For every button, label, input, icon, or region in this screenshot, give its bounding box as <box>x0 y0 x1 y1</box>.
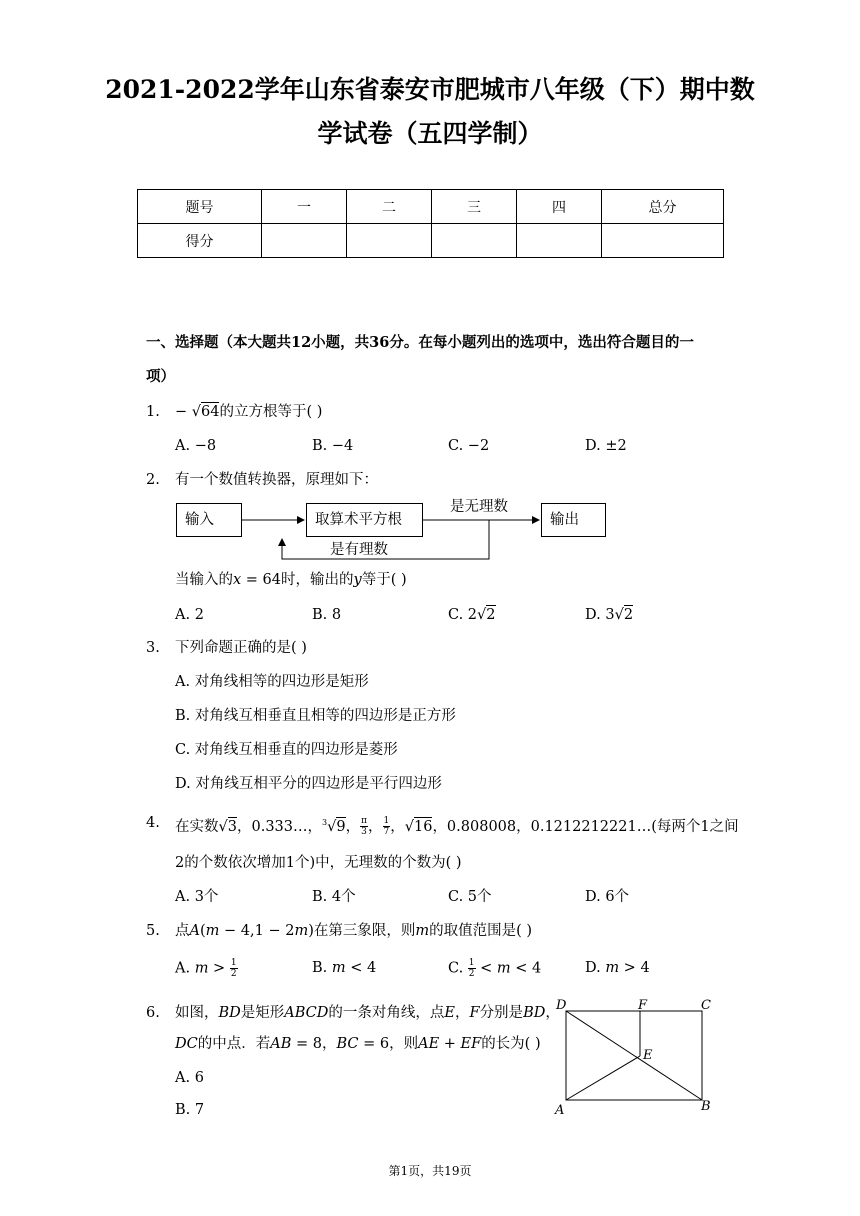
var-y: y <box>353 572 362 588</box>
fraction <box>360 816 368 837</box>
question-6-stem-cont <box>175 1034 541 1054</box>
stem-text: 在实数 <box>175 818 219 835</box>
section-heading: 一、选择题（本大题共12小题，共36分。在每小题列出的选项中，选出符合题目的一 <box>146 334 694 351</box>
segment-label: BD <box>523 1005 546 1021</box>
option-b[interactable] <box>312 958 376 978</box>
diagonal-bd <box>566 1011 702 1100</box>
var-x: x <box>233 572 242 588</box>
point-label: E <box>444 1005 455 1021</box>
score-header-cell: 三 <box>432 190 517 224</box>
option-c[interactable]: C. 2√2 <box>448 607 496 623</box>
label-b: B <box>701 1099 711 1114</box>
stem-text: 分别是 <box>479 1005 524 1021</box>
segment-label: DC <box>175 1036 198 1052</box>
flow-arrows <box>0 0 860 600</box>
denominator: 2 <box>230 969 237 979</box>
var-m: m <box>605 960 620 976</box>
label-d: D <box>556 998 567 1013</box>
radicand: 2 <box>486 607 496 623</box>
stem-text: )在第三象限，则 <box>308 923 416 939</box>
stem-text: 如图， <box>175 1005 219 1021</box>
radicand: 16 <box>413 818 433 835</box>
option-b[interactable]: B. −4 <box>312 438 354 454</box>
question-2-ask <box>175 570 407 590</box>
option-d[interactable] <box>585 958 650 978</box>
score-header-cell: 总分 <box>602 190 724 224</box>
option-d[interactable]: D. 3√2 <box>585 607 634 623</box>
root-index: 3 <box>322 818 328 827</box>
flow-label-rational: 是有理数 <box>330 542 388 558</box>
score-header-cell: 题号 <box>138 190 262 224</box>
option-text: A. <box>175 960 195 977</box>
minus-sign: − <box>175 404 188 420</box>
option-c[interactable] <box>448 958 541 979</box>
stem-text: ， <box>345 818 361 835</box>
radicand: 2 <box>623 607 634 623</box>
question-number: 3. <box>146 640 160 656</box>
label-f: F <box>638 998 648 1013</box>
stem-text: − 4,1 − 2 <box>219 923 295 939</box>
stem-text: 的取值范围是( ) <box>429 923 533 939</box>
question-1-stem: − √64的立方根等于( ) <box>175 404 323 420</box>
segment-label: BD <box>218 1005 241 1021</box>
option-text: > 4 <box>619 960 650 976</box>
ask-text: = 64时，输出的 <box>241 572 354 588</box>
segment-ae <box>566 1056 640 1100</box>
option-text: < 4 <box>510 960 542 977</box>
score-header-cell: 四 <box>517 190 602 224</box>
option-a[interactable]: A. 3个 <box>175 889 219 905</box>
segment-label: EF <box>460 1036 482 1052</box>
option-text: > <box>208 960 230 977</box>
score-row-label: 得分 <box>138 224 262 258</box>
var-m: m <box>496 960 511 977</box>
option-d[interactable]: D. 6个 <box>585 889 630 905</box>
numerator: π <box>361 816 367 827</box>
radicand: 64 <box>201 404 220 420</box>
option-text: D. 3 <box>585 607 615 623</box>
flow-label-irrational: 是无理数 <box>450 499 508 515</box>
stem-text: 的一条对角线，点 <box>328 1005 445 1021</box>
radicand: 3 <box>227 818 237 835</box>
option-c[interactable]: C. 对角线互相垂直的四边形是菱形 <box>175 742 398 758</box>
option-a[interactable]: A. −8 <box>175 438 217 454</box>
numerator: 1 <box>383 816 390 827</box>
stem-text: + <box>439 1036 461 1052</box>
question-4-stem: 在实数√3，0.333…，$^3$√9， $\frac{\pi}{3}$ ， $\frac{1}{7}$ ，√16，0.808008，0.1212212221…(每两个1之间 <box>175 816 739 838</box>
stem-text: 的立方根等于( ) <box>219 404 323 420</box>
option-c[interactable]: C. 5个 <box>448 889 492 905</box>
option-a[interactable] <box>175 958 238 979</box>
ask-text: 等于( ) <box>361 572 407 588</box>
denominator: 3 <box>361 827 367 838</box>
exam-title-line1: 2021-2022学年山东省泰安市肥城市八年级（下）期中数 <box>105 75 755 104</box>
segment-label: AE <box>418 1036 440 1052</box>
option-a[interactable]: A. 2 <box>175 607 204 623</box>
section-heading-cont: 项） <box>146 368 175 385</box>
denominator: 7 <box>383 827 390 838</box>
option-b[interactable]: B. 4个 <box>312 889 356 905</box>
var-a: A <box>189 923 200 939</box>
option-text: C. 2 <box>448 607 478 623</box>
option-text: < <box>475 960 497 977</box>
option-text: < 4 <box>345 960 377 976</box>
flow-process-box: 取算术平方根 <box>306 503 423 537</box>
denominator: 2 <box>468 969 475 979</box>
question-number: 5. <box>146 923 160 939</box>
option-b[interactable]: B. 8 <box>312 607 342 623</box>
question-number: 4. <box>146 815 160 831</box>
question-5-stem <box>175 921 532 941</box>
question-2-stem: 有一个数值转换器，原理如下： <box>175 472 378 488</box>
question-3-stem: 下列命题正确的是( ) <box>175 640 307 656</box>
question-number: 1. <box>146 404 160 420</box>
option-text: B. <box>312 960 332 976</box>
option-d[interactable]: D. ±2 <box>585 438 627 454</box>
stem-text: = 6，则 <box>358 1036 419 1052</box>
question-6-stem <box>175 1003 560 1023</box>
stem-text: 点 <box>175 923 190 939</box>
option-b[interactable]: B. 7 <box>175 1102 205 1118</box>
question-number: 2. <box>146 472 160 488</box>
var-m: m <box>294 923 309 939</box>
question-number: 6. <box>146 1005 160 1021</box>
option-c[interactable]: C. −2 <box>448 438 490 454</box>
stem-text: ，0.333…， <box>236 818 322 835</box>
fraction <box>230 958 238 979</box>
exam-title-line2: 学试卷（五四学制） <box>317 119 543 148</box>
var-m: m <box>331 960 346 976</box>
segment-label: BC <box>336 1036 359 1052</box>
flow-output-box: 输出 <box>541 503 606 537</box>
stem-text: 的中点．若 <box>197 1036 271 1052</box>
option-a[interactable]: A. 6 <box>175 1070 204 1086</box>
numerator: 1 <box>230 958 237 968</box>
var-m: m <box>415 923 430 939</box>
flow-input-box: 输入 <box>176 503 242 537</box>
arrow-rational-loop <box>282 520 489 559</box>
label-a: A <box>555 1103 565 1118</box>
option-text: D. <box>585 960 606 976</box>
stem-text: = 8， <box>291 1036 337 1052</box>
stem-text: ( <box>199 923 206 939</box>
fraction <box>468 958 476 979</box>
segment-label: AB <box>270 1036 292 1052</box>
radicand: 9 <box>336 818 346 835</box>
label-e: E <box>643 1048 653 1063</box>
page-footer: 第1页，共19页 <box>388 1164 472 1178</box>
option-b[interactable]: B. 对角线互相垂直且相等的四边形是正方形 <box>175 708 456 724</box>
score-header-cell: 一 <box>262 190 347 224</box>
var-m: m <box>194 960 209 977</box>
var-m: m <box>205 923 220 939</box>
option-d[interactable]: D. 对角线互相平分的四边形是平行四边形 <box>175 776 442 792</box>
point-label: F <box>469 1005 480 1021</box>
option-text: C. <box>448 960 468 977</box>
numerator: 1 <box>468 958 475 968</box>
label-c: C <box>701 998 711 1013</box>
stem-text: ， <box>368 818 383 835</box>
question-4-stem-cont: 2的个数依次增加1个)中，无理数的个数为( ) <box>175 855 462 871</box>
stem-text: 的长为( ) <box>481 1036 541 1052</box>
stem-text: ， <box>390 818 405 835</box>
stem-text: 是矩形 <box>240 1005 285 1021</box>
rectangle-figure <box>550 990 730 1125</box>
option-a[interactable]: A. 对角线相等的四边形是矩形 <box>175 674 369 690</box>
score-header-cell: 二 <box>347 190 432 224</box>
ask-text: 当输入的 <box>175 572 233 588</box>
stem-text: ，0.808008，0.1212212221…(每两个1之间 <box>432 818 739 835</box>
rectangle-label: ABCD <box>284 1005 329 1021</box>
stem-text: ， <box>545 1005 560 1021</box>
stem-text: ， <box>455 1005 470 1021</box>
